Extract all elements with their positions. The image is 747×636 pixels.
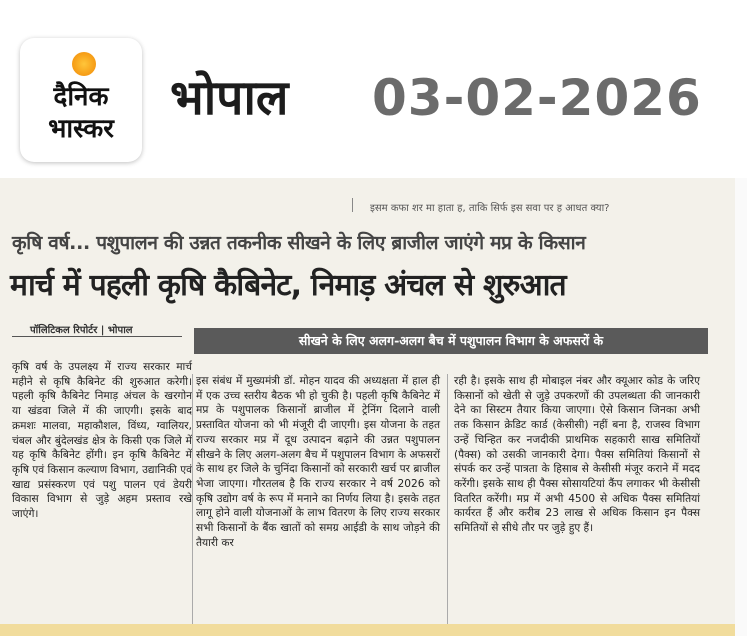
previous-article-rule xyxy=(352,198,353,212)
article-byline: पॉलिटिकल रिपोर्टर | भोपाल xyxy=(30,325,133,336)
previous-article-text: इसम कफा शर मा हाता ह, ताकि सिर्फ इस सवा पर ह आधत क्या? xyxy=(370,203,610,214)
clipping-margin xyxy=(735,178,747,636)
logo-text-line1: दैनिक xyxy=(53,82,109,112)
column-divider xyxy=(447,374,448,624)
dainik-bhaskar-logo xyxy=(20,38,142,162)
logo-text-line2: भास्कर xyxy=(48,114,114,144)
article-column-3: रही है। इसके साथ ही मोबाइल नंबर और क्यूआर कोड के जरिए किसानों को खेती से जुड़े उपकरणों की उपलब्धता की जानकारी देने का सिस्टम तैयार किया जाएगा। ऐसे किसान जिनका अभी तक किसान क्रेडिट कार्ड (केसीसी) नहीं बना है, राजस्व विभाग उन्हें चिन्हित कर नजदीकी प्राथमिक सहकारी साख समितियों (पैक्स) को उसकी जानकारी देगा। पैक्स समितियां किसानों से संपर्क कर उन्हें पात्रता के हिसाब से केसीसी मंजूर कराने में मदद करेंगी। इसके साथ ही पैक्स सोसायटियां कैंप लगाकर भी केसीसी वितरित करेंगी। मप्र में अभी 4500 से अधिक पैक्स समितियां कार्यरत हैं और करीब 23 लाख से अधिक किसान इन पैक्स समितियों से सीधे तौर पर जुड़े हुए हैं। xyxy=(454,375,700,535)
byline-divider xyxy=(12,336,182,337)
next-article-edge xyxy=(0,624,735,636)
sun-icon xyxy=(72,52,96,76)
article-subhead: सीखने के लिए अलग-अलग बैच में पशुपालन विभाग के अफसरों के xyxy=(194,328,708,354)
article-headline: मार्च में पहली कृषि कैबिनेट, निमाड़ अंचल से शुरुआत xyxy=(10,268,566,303)
article-column-2: इस संबंध में मुख्यमंत्री डॉ. मोहन यादव की अध्यक्षता में हाल ही में एक उच्च स्तरीय बैठक भी हो चुकी है। पहली कृषि कैबिनेट में मप्र के पशुपालक किसानों ब्राजील में ट्रेनिंग दिलाने वाली प्रस्तावित योजना को भी मंजूरी दी जाएगी। इस योजना के तहत राज्य सरकार मप्र में दूध उत्पादन बढ़ाने की उन्नत पशुपालन सीखने के लिए अलग-अलग बैच में पशुपालन विभाग के अफसरों के साथ हर जिले के चुनिंदा किसानों को सरकारी खर्च पर ब्राजील भेजा जाएगा। गौरतलब है कि राज्य सरकार ने वर्ष 2026 को कृषि उद्योग वर्ष के रूप में मनाने का निर्णय लिया है। इसके तहत लागू होने वाली योजनाओं के लाभ वितरण के लिए राज्य सरकार सभी किसानों के बैंक खातों को समग्र आईडी के साथ जोड़ने की तैयारी कर xyxy=(196,375,440,549)
edition-city: भोपाल xyxy=(170,70,289,126)
column-divider xyxy=(192,374,193,624)
article-kicker: कृषि वर्ष... पशुपालन की उन्नत तकनीक सीखने के लिए ब्राजील जाएंगे मप्र के किसान xyxy=(12,232,586,254)
article-column-1: कृषि वर्ष के उपलक्ष्य में राज्य सरकार मार्च महीने से कृषि कैबिनेट की शुरुआत करेगी। पहली कृषि कैबिनेट निमाड़ अंचल के खरगोन या खंडवा जिले में की जाएगी। इसके बाद क्रमशः मालवा, महाकौशल, विंध्य, ग्वालियर, चंबल और बुंदेलखंड क्षेत्र के किसी एक जिले में यह कृषि कैबिनेट होंगी। इन कृषि कैबिनेट में कृषि एवं किसान कल्याण विभाग, उद्यानिकी एवं खाद्य प्रसंस्करण एवं पशु पालन एवं डेयरी विकास विभाग से जुड़े अहम प्रस्ताव रखे जाएंगे। xyxy=(12,361,192,521)
newspaper-clipping xyxy=(0,178,747,636)
edition-date: 03-02-2026 xyxy=(372,69,702,127)
clipping-paper xyxy=(0,178,735,636)
page-header xyxy=(0,0,747,178)
